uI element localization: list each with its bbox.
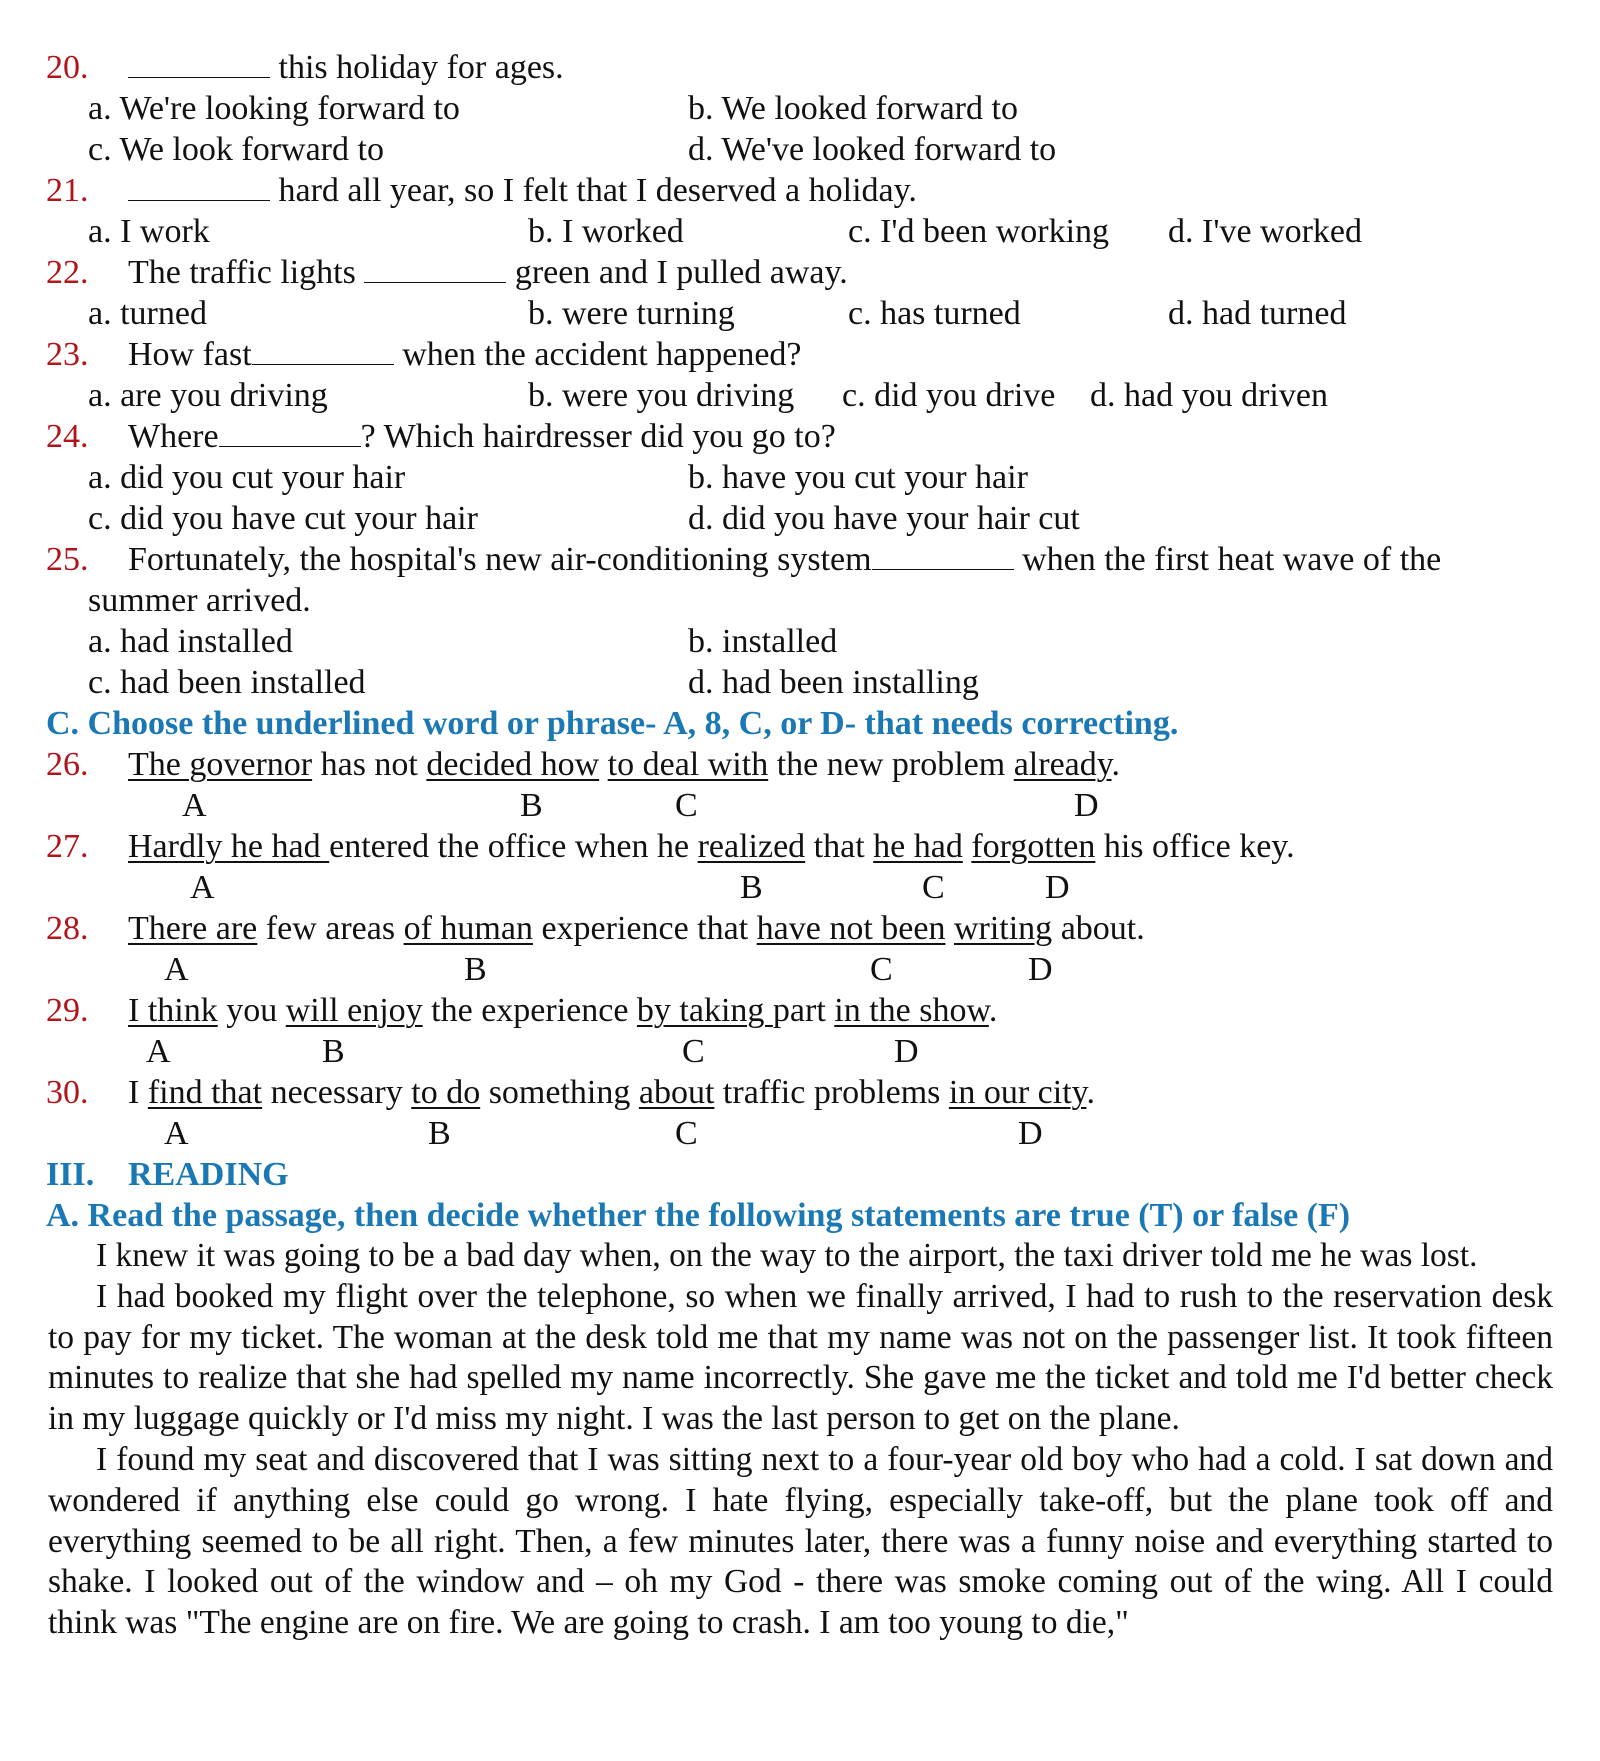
letter-a: A	[182, 787, 207, 824]
underlined-d: in our city	[948, 1074, 1087, 1111]
underlined-a: find that	[147, 1074, 263, 1111]
stem-text: this holiday for ages.	[278, 49, 564, 86]
letter-b: B	[428, 1115, 451, 1152]
option-c: c. did you drive	[842, 377, 1056, 414]
underlined-a: Hardly he had	[128, 828, 330, 865]
answer-blank	[872, 568, 1014, 570]
stem-text: when the first heat wave of the	[1022, 541, 1442, 578]
stem-text: hard all year, so I felt that I deserved a holiday.	[278, 172, 917, 209]
sentence-text: something	[480, 1074, 639, 1111]
question-stem	[128, 417, 836, 456]
underlined-d: in the show	[834, 992, 989, 1029]
option-a: a. I work	[88, 213, 210, 250]
underlined-b: to do	[411, 1074, 481, 1111]
letter-b: B	[322, 1033, 345, 1070]
sentence-text: his office key.	[1095, 828, 1295, 865]
sentence-text: you	[217, 992, 286, 1029]
sentence-text: part	[772, 992, 835, 1029]
letter-d: D	[894, 1033, 919, 1070]
letter-a: A	[164, 951, 189, 988]
underlined-c: to deal with	[607, 746, 769, 783]
option-c: c. I'd been working	[848, 213, 1110, 250]
stem-text: ? Which hairdresser did you go to?	[360, 418, 836, 455]
letter-d: D	[1045, 869, 1070, 906]
answer-blank	[364, 281, 506, 283]
stem-text: when the accident happened?	[402, 336, 802, 373]
question-number: 24.	[46, 418, 89, 455]
option-d: d. We've looked forward to	[688, 131, 1057, 168]
underlined-a: The governor	[128, 746, 313, 783]
error-sentence	[128, 1073, 1095, 1112]
letter-d: D	[1018, 1115, 1043, 1152]
question-stem	[128, 540, 1441, 579]
option-a: a. did you cut your hair	[88, 459, 406, 496]
sentence-text: the new problem	[768, 746, 1014, 783]
option-b: b. have you cut your hair	[688, 459, 1028, 496]
letter-a: A	[164, 1115, 189, 1152]
error-sentence	[128, 827, 1295, 866]
answer-blank	[128, 76, 270, 78]
option-d: d. had been installing	[688, 664, 979, 701]
option-d: d. had turned	[1168, 295, 1347, 332]
stem-text: Fortunately, the hospital's new air-conditioning system	[128, 541, 872, 578]
underlined-d: already	[1013, 746, 1112, 783]
letter-a: A	[190, 869, 215, 906]
question-number: 22.	[46, 254, 89, 291]
error-sentence	[128, 991, 997, 1030]
letter-d: D	[1074, 787, 1099, 824]
underlined-a: I think	[128, 992, 218, 1029]
question-stem	[128, 48, 564, 87]
stem-text: How fast	[128, 336, 252, 373]
question-number: 27.	[46, 828, 89, 865]
sentence-text: the experience	[422, 992, 637, 1029]
question-number: 28.	[46, 910, 89, 947]
sentence-text	[945, 910, 954, 947]
sentence-text: necessary	[262, 1074, 412, 1111]
answer-blank	[128, 199, 270, 201]
sentence-text: .	[1111, 746, 1121, 783]
underlined-c: by taking	[636, 992, 773, 1029]
section-a-heading: A. Read the passage, then decide whether the following statements are true (T) or false (F)	[46, 1197, 1351, 1234]
passage-paragraph: I found my seat and discovered that I was sitting next to a four-year old boy who had a cold. I sat down and wondered if anything else could go wrong. I hate flying, especially take-off, but the plane took off and everything seemed to be all right. Then, a few minutes later, there was a funny noise and everything started to shake. I looked out of the window and – oh my God - there was smoke coming out of the wing. All I could think was "The engine are on fire. We are going to crash. I am too young to die,"	[48, 1440, 1553, 1642]
option-a: a. had installed	[88, 623, 293, 660]
question-stem	[128, 335, 802, 374]
answer-blank	[219, 445, 361, 447]
option-c: c. We look forward to	[88, 131, 384, 168]
letter-c: C	[682, 1033, 705, 1070]
underlined-c: have not been	[756, 910, 946, 947]
question-number: 25.	[46, 541, 89, 578]
underlined-c: he had	[873, 828, 963, 865]
option-b: b. We looked forward to	[688, 90, 1018, 127]
underlined-b: of human	[403, 910, 533, 947]
option-a: a. We're looking forward to	[88, 90, 460, 127]
letter-b: B	[520, 787, 543, 824]
question-stem	[128, 171, 917, 210]
stem-text: The traffic lights	[128, 254, 356, 291]
reading-passage	[48, 1236, 1553, 1644]
option-c: c. had been installed	[88, 664, 366, 701]
option-b: b. I worked	[528, 213, 684, 250]
underlined-d: writing	[953, 910, 1053, 947]
option-c: c. did you have cut your hair	[88, 500, 478, 537]
sentence-text	[599, 746, 608, 783]
question-number: 21.	[46, 172, 89, 209]
letter-b: B	[740, 869, 763, 906]
passage-paragraph: I knew it was going to be a bad day when, on the way to the airport, the taxi driver told me he was lost.	[96, 1237, 1478, 1274]
sentence-text: about.	[1052, 910, 1145, 947]
letter-c: C	[675, 787, 698, 824]
sentence-text: experience that	[532, 910, 757, 947]
letter-d: D	[1028, 951, 1053, 988]
letter-a: A	[146, 1033, 171, 1070]
sentence-text: few areas	[257, 910, 404, 947]
question-number: 26.	[46, 746, 89, 783]
error-sentence	[128, 745, 1120, 784]
error-sentence	[128, 909, 1145, 948]
underlined-b: decided how	[426, 746, 600, 783]
question-number: 23.	[46, 336, 89, 373]
question-number: 20.	[46, 49, 89, 86]
section-c-heading: C. Choose the underlined word or phrase- A, 8, C, or D- that needs correcting.	[46, 705, 1179, 742]
letter-c: C	[675, 1115, 698, 1152]
option-d: d. had you driven	[1090, 377, 1328, 414]
question-number: 30.	[46, 1074, 89, 1111]
option-d: d. I've worked	[1168, 213, 1363, 250]
option-d: d. did you have your hair cut	[688, 500, 1080, 537]
underlined-b: realized	[697, 828, 806, 865]
question-stem	[128, 253, 848, 292]
underlined-a: There are	[128, 910, 258, 947]
section-title: READING	[128, 1156, 289, 1193]
underlined-d: forgotten	[971, 828, 1096, 865]
sentence-text: .	[1086, 1074, 1095, 1111]
option-c: c. has turned	[848, 295, 1021, 332]
option-b: b. installed	[688, 623, 838, 660]
option-b: b. were turning	[528, 295, 735, 332]
sentence-text: entered the office when he	[329, 828, 698, 865]
sentence-text: traffic problems	[714, 1074, 949, 1111]
sentence-text: I	[128, 1074, 148, 1111]
answer-blank	[252, 363, 394, 365]
letter-c: C	[870, 951, 893, 988]
section-number: III.	[46, 1156, 95, 1193]
sentence-text: that	[805, 828, 874, 865]
option-a: a. turned	[88, 295, 207, 332]
stem-text: green and I pulled away.	[514, 254, 848, 291]
sentence-text: .	[988, 992, 998, 1029]
stem-continuation: summer arrived.	[88, 582, 311, 619]
option-a: a. are you driving	[88, 377, 328, 414]
letter-b: B	[464, 951, 487, 988]
sentence-text: has not	[312, 746, 427, 783]
passage-paragraph: I had booked my flight over the telephone, so when we finally arrived, I had to rush to the reservation desk to pay for my ticket. The woman at the desk told me that my name was not on the passenger list. It took fifteen minutes to realize that she had spelled my name incorrectly. She gave me the ticket and told me I'd better check in my luggage quickly or I'd miss my night. I was the last person to get on the plane.	[48, 1277, 1553, 1438]
underlined-c: about	[638, 1074, 715, 1111]
underlined-b: will enjoy	[285, 992, 423, 1029]
letter-c: C	[922, 869, 945, 906]
option-b: b. were you driving	[528, 377, 795, 414]
stem-text: Where	[128, 418, 219, 455]
question-number: 29.	[46, 992, 89, 1029]
